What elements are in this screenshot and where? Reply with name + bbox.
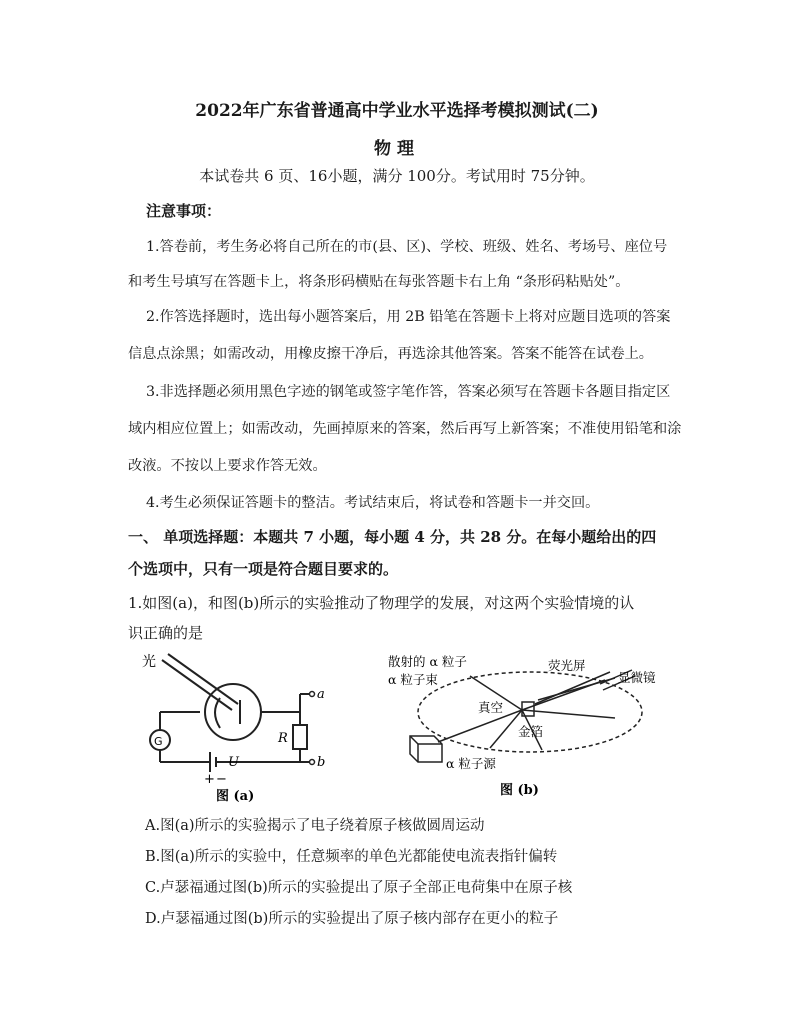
subject-title: 物理 bbox=[374, 139, 420, 159]
section-heading-cont: 个选项中，只有一项是符合题目要求的。 bbox=[128, 560, 399, 578]
notice-line: 4.考生必须保证答题卡的整洁。考试结束后，将试卷和答题卡一并交回。 bbox=[146, 495, 600, 511]
option-b: B.图(a)所示的实验中，任意频率的单色光都能使电流表指针偏转 bbox=[145, 849, 558, 865]
fig-a-b-label: b bbox=[317, 755, 326, 770]
notice-line: 和考生号填写在答题卡上，将条形码横贴在每张答题卡右上角 “条形码粘贴处”。 bbox=[128, 274, 630, 290]
option-a: A.图(a)所示的实验揭示了电子绕着原子核做圆周运动 bbox=[145, 818, 485, 834]
fig-a-light-label: 光 bbox=[142, 654, 156, 670]
notice-line: 1.答卷前，考生务必将自己所在的市(县、区)、学校、班级、姓名、考场号、座位号 bbox=[146, 239, 668, 255]
section-heading: 一、 单项选择题：本题共 7 小题，每小题 4 分，共 28 分。在每小题给出的四 bbox=[128, 528, 657, 546]
notice-heading: 注意事项： bbox=[146, 202, 222, 220]
figure-b-rutherford bbox=[370, 650, 670, 805]
notice-line: 改液。不按以上要求作答无效。 bbox=[128, 458, 327, 474]
fig-a-caption: 图 (a) bbox=[216, 789, 255, 804]
fig-b-scattered-label: 散射的 α 粒子 bbox=[388, 654, 467, 669]
notice-line: 2.作答选择题时，选出每小题答案后，用 2B 铅笔在答题卡上将对应题目选项的答案 bbox=[146, 309, 671, 325]
exam-meta: 本试卷共 6 页、16小题，满分 100分。考试用时 75分钟。 bbox=[199, 167, 595, 185]
fig-b-microscope-label: 显微镜 bbox=[618, 670, 656, 685]
fig-a-plus-label: + bbox=[204, 772, 215, 787]
notice-line: 3.非选择题必须用黑色字迹的钢笔或签字笔作答，答案必须写在答题卡各题目指定区 bbox=[146, 384, 671, 400]
fig-a-a-label: a bbox=[317, 687, 325, 702]
fig-b-beam-label: α 粒子束 bbox=[388, 672, 438, 687]
fig-a-meter-label: G bbox=[154, 735, 163, 748]
exam-title: 2022年广东省普通高中学业水平选择考模拟测试(二) bbox=[195, 101, 599, 121]
option-d: D.卢瑟福通过图(b)所示的实验提出了原子核内部存在更小的粒子 bbox=[145, 911, 559, 927]
fig-b-foil-label: 金箔 bbox=[518, 724, 544, 739]
notice-line: 信息点涂黑；如需改动，用橡皮擦干净后，再选涂其他答案。答案不能答在试卷上。 bbox=[128, 346, 653, 362]
notice-line: 域内相应位置上；如需改动，先画掉原来的答案，然后再写上新答案；不准使用铅笔和涂 bbox=[128, 421, 682, 437]
fig-a-R-label: R bbox=[278, 731, 288, 746]
fig-b-screen-label: 荧光屏 bbox=[548, 658, 586, 673]
fig-b-caption: 图 (b) bbox=[500, 783, 539, 798]
option-c: C.卢瑟福通过图(b)所示的实验提出了原子全部正电荷集中在原子核 bbox=[145, 880, 573, 896]
question-stem: 1.如图(a)，和图(b)所示的实验推动了物理学的发展，对这两个实验情境的认 bbox=[128, 594, 635, 612]
fig-a-minus-label: − bbox=[216, 772, 227, 787]
figure-a-photoelectric bbox=[140, 650, 340, 810]
fig-b-vacuum-label: 真空 bbox=[478, 700, 504, 715]
fig-b-source-label: α 粒子源 bbox=[446, 756, 496, 771]
question-stem-cont: 识正确的是 bbox=[128, 624, 204, 642]
fig-a-U-label: U bbox=[228, 755, 239, 770]
